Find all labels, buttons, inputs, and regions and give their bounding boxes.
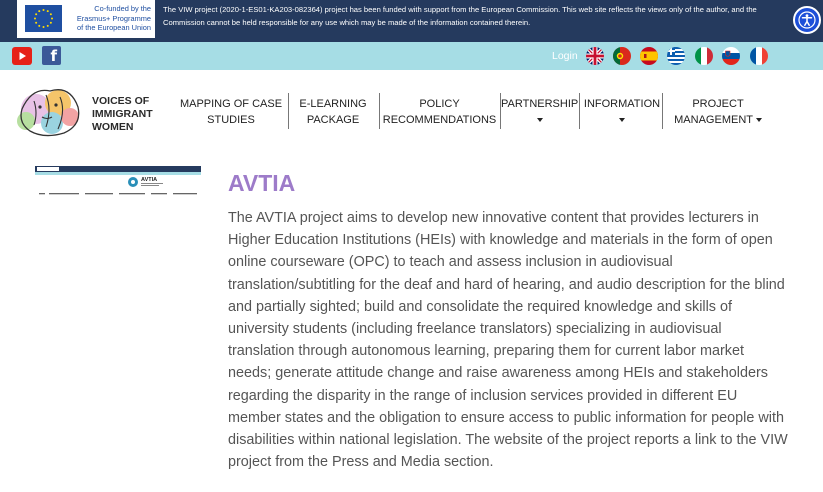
flag-spain-icon[interactable]: [640, 47, 658, 65]
funding-notice: The VIW project (2020-1-ES01-KA203-082364) project has been funded with support from the European Commission. This web site reflects the views only of the author, and the Commission cannot be held responsible for any use which may be made of the information contained therein.: [163, 5, 757, 27]
nav-policy-recommendations[interactable]: POLICY RECOMMENDATIONS: [382, 98, 497, 126]
nav-divider: [379, 93, 380, 129]
accessibility-icon: [798, 11, 816, 29]
flag-france-icon[interactable]: [750, 47, 768, 65]
page-title: AVTIA: [228, 170, 296, 196]
site-logo-text[interactable]: VOICES OF IMMIGRANT WOMEN: [92, 95, 153, 133]
login-link[interactable]: Login: [552, 50, 578, 62]
eu-cofunded-logo: [17, 0, 155, 38]
facebook-icon[interactable]: f: [42, 46, 61, 65]
eu-flag-icon: [25, 5, 62, 32]
eu-logo-text: Co-funded by the Erasmus+ Programme of the European Union: [76, 4, 151, 33]
nav-partnership[interactable]: PARTNERSHIP: [501, 96, 578, 132]
nav-project-management[interactable]: PROJECT MANAGEMENT: [666, 96, 770, 132]
caret-down-icon: [756, 118, 762, 122]
flag-greece-icon[interactable]: [667, 47, 685, 65]
nav-divider: [662, 93, 663, 129]
youtube-icon[interactable]: [12, 47, 32, 65]
caret-down-icon: [537, 118, 543, 122]
accessibility-button[interactable]: [793, 6, 821, 34]
nav-divider: [288, 93, 289, 129]
nav-mapping-case-studies[interactable]: MAPPING OF CASE STUDIES: [179, 98, 283, 126]
project-description: The AVTIA project aims to develop new innovative content that provides lecturers in Higher Education Institutions (HEIs) with knowledge and materials in the form of open online courseware (OPC) to teach and assess inclusion in audiovisual translation/subtitling for the deaf and hard of hearing, and audio description for the blind and partially sighted; build and consolidate the required knowledge and skills of university students (including freelance translators) specializing in audiovisual translation through autonomous learning, preparing them for current labor market needs; generate attitude change and raise awareness among HEIs and stakeholders regarding the disparity in the range of inclusion services provided in different EU member states and the obligation to ensure access to public information for people with disabilities within national legislation. The website of the project reports a link to the VIW project from the Press and Media section.: [228, 210, 788, 471]
flag-portugal-icon[interactable]: [613, 47, 631, 65]
viw-logo-art[interactable]: [12, 79, 86, 141]
flag-italy-icon[interactable]: [695, 47, 713, 65]
project-thumbnail[interactable]: [35, 166, 201, 197]
nav-e-learning-package[interactable]: E-LEARNING PACKAGE: [299, 98, 367, 126]
funding-bar: [0, 0, 823, 42]
caret-down-icon: [619, 118, 625, 122]
thumbnail-title: AVTIA: [141, 177, 158, 183]
flag-slovenia-icon[interactable]: [722, 47, 740, 65]
nav-information[interactable]: INFORMATION: [580, 96, 664, 132]
flag-english-icon[interactable]: [586, 47, 604, 65]
